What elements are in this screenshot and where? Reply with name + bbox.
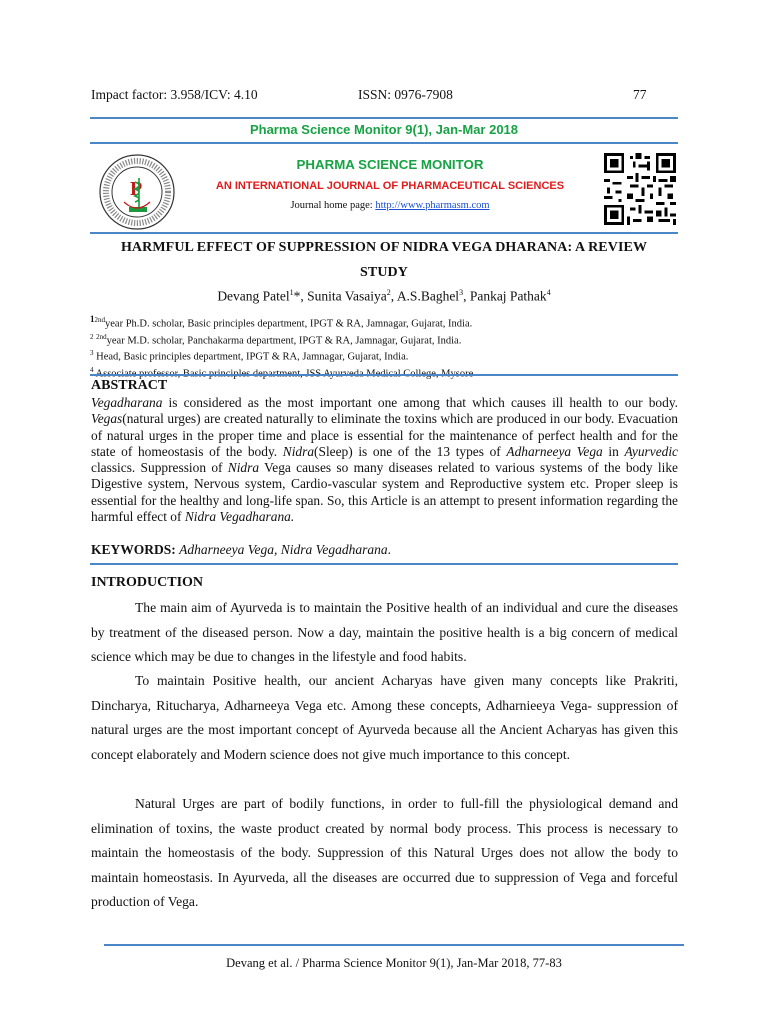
abstract-heading: ABSTRACT [91, 378, 168, 393]
footer-rule [104, 944, 684, 946]
affiliation-1: $^{12nd}$year Ph.D. scholar, Basic principles department, IPGT & RA, Jamnagar, Gujarat, India. [90, 314, 473, 330]
author-2-sep: , [390, 288, 397, 304]
author-1: Devang Patel [217, 288, 290, 304]
introduction-heading: INTRODUCTION [91, 575, 204, 590]
qr-code [604, 153, 676, 225]
journal-banner: Pharma Science Monitor 9(1), Jan-Mar 2018 [249, 122, 519, 137]
author-list [80, 288, 688, 305]
intro-paragraph-3: Natural Urges are part of bodily functions, in order to full-fill the physiological demand and elimination of toxins, the waste product created by normal body process. This process is necessary to maintain the homeostasis of the body. Suppression of this Natural Urges does not allow the body to maintain homeostasis. In Ayurveda, all the diseases are occurred due to suppression of Vega and forceful production of Vega. [91, 796, 678, 910]
article-title-line-2: STUDY [360, 265, 408, 280]
home-page-link[interactable]: http://www.pharmasm.com [375, 200, 490, 211]
keywords-value: Adharneeya Vega, Nidra Vegadharana [179, 542, 388, 557]
header-rule-bottom [90, 142, 678, 144]
journal-home-page [186, 200, 594, 211]
impact-factor: Impact factor: 3.958/ICV: 4.10 [91, 87, 258, 102]
affiliation-2: $^2$ $^{2nd}$year M.D. scholar, Panchakarma department, IPGT & RA, Jamnagar, Gujarat, India. [90, 332, 462, 346]
intro-paragraph-2: To maintain Positive health, our ancient Acharyas have given many concepts like Prakriti, Dincharya, Ritucharya, Adharneeya Vega etc. Among these concepts, Adharnieeya Vega- suppression of natural urges are the most important concept of Ayurveda because all the Ancient Acharyas has given this concept elaborately and Modern science does not give much importance to this concept. [91, 673, 678, 762]
masthead-rule [90, 232, 678, 234]
issn: ISSN: 0976-7908 [358, 87, 453, 102]
author-2-sup: 2 [386, 288, 391, 297]
author-3: A.S.Baghel [396, 288, 460, 304]
affiliation-4: 4 [90, 365, 94, 374]
author-4-sup: 4 [546, 288, 551, 297]
abstract-rule-top [90, 374, 678, 376]
article-title [80, 235, 688, 285]
author-2: Sunita Vasaiya [307, 288, 387, 304]
article-title-line-1: HARMFUL EFFECT OF SUPPRESSION OF NIDRA VEGA DHARANA: A REVIEW [120, 240, 648, 255]
svg-text:P: P [130, 178, 143, 200]
author-4: Pankaj Pathak [469, 288, 547, 304]
masthead-subtitle: AN INTERNATIONAL JOURNAL OF PHARMACEUTICAL SCIENCES [215, 180, 565, 192]
intro-paragraph-1: The main aim of Ayurveda is to maintain the Positive health of an individual and cure the diseases by treatment of the diseased person. Now a day, maintain the positive health is a big concern of medical science which may be due to changes in the lifestyle and food habits. [91, 600, 678, 665]
journal-logo [94, 152, 180, 232]
abstract-rule-bottom [90, 563, 678, 565]
header-rule-top [90, 117, 678, 119]
home-page-label: Journal home page: [290, 200, 376, 211]
masthead-name: PHARMA SCIENCE MONITOR [296, 157, 484, 172]
affiliation-3: $^3$ Head, Basic principles department, IPGT & RA, Jamnagar, Gujarat, India. [90, 349, 409, 363]
page-number: 77 [633, 87, 647, 102]
keywords-label: KEYWORDS: [91, 542, 180, 557]
footer-citation: Devang et al. / Pharma Science Monitor 9(1), Jan-Mar 2018, 77-83 [226, 956, 562, 970]
abstract-text: Vegadharana is considered as the most important one among that which causes ill health to our body. Vegas(natural urges) are created naturally to eliminate the toxins which are produced in our body. Evacuation of natural urges in the proper time and place is essential for the maintenance of perfect health and for the state of homeostasis of the body. Nidra(Sleep) is one of the 13 types of Adharneeya Vega in Ayurvedic classics. Suppression of Nidra Vega causes so many diseases related to various systems of the body like Digestive system, Nervous system, Cardio-vascular system and Reproductive system etc. Proper sleep is essential for the healthy and long-life span. So, this Article is an attempt to present information regarding the harmful effect of Nidra Vegadharana. [91, 395, 679, 525]
author-1-sup: 1 [289, 288, 294, 297]
author-3-sup: 3 [459, 288, 464, 297]
author-3-sep: , [463, 288, 470, 304]
author-1-mark: *, [293, 288, 308, 304]
affiliations [90, 313, 473, 380]
keywords: KEYWORDS: Adharneeya Vega, Nidra Vegadharana. [91, 542, 391, 557]
